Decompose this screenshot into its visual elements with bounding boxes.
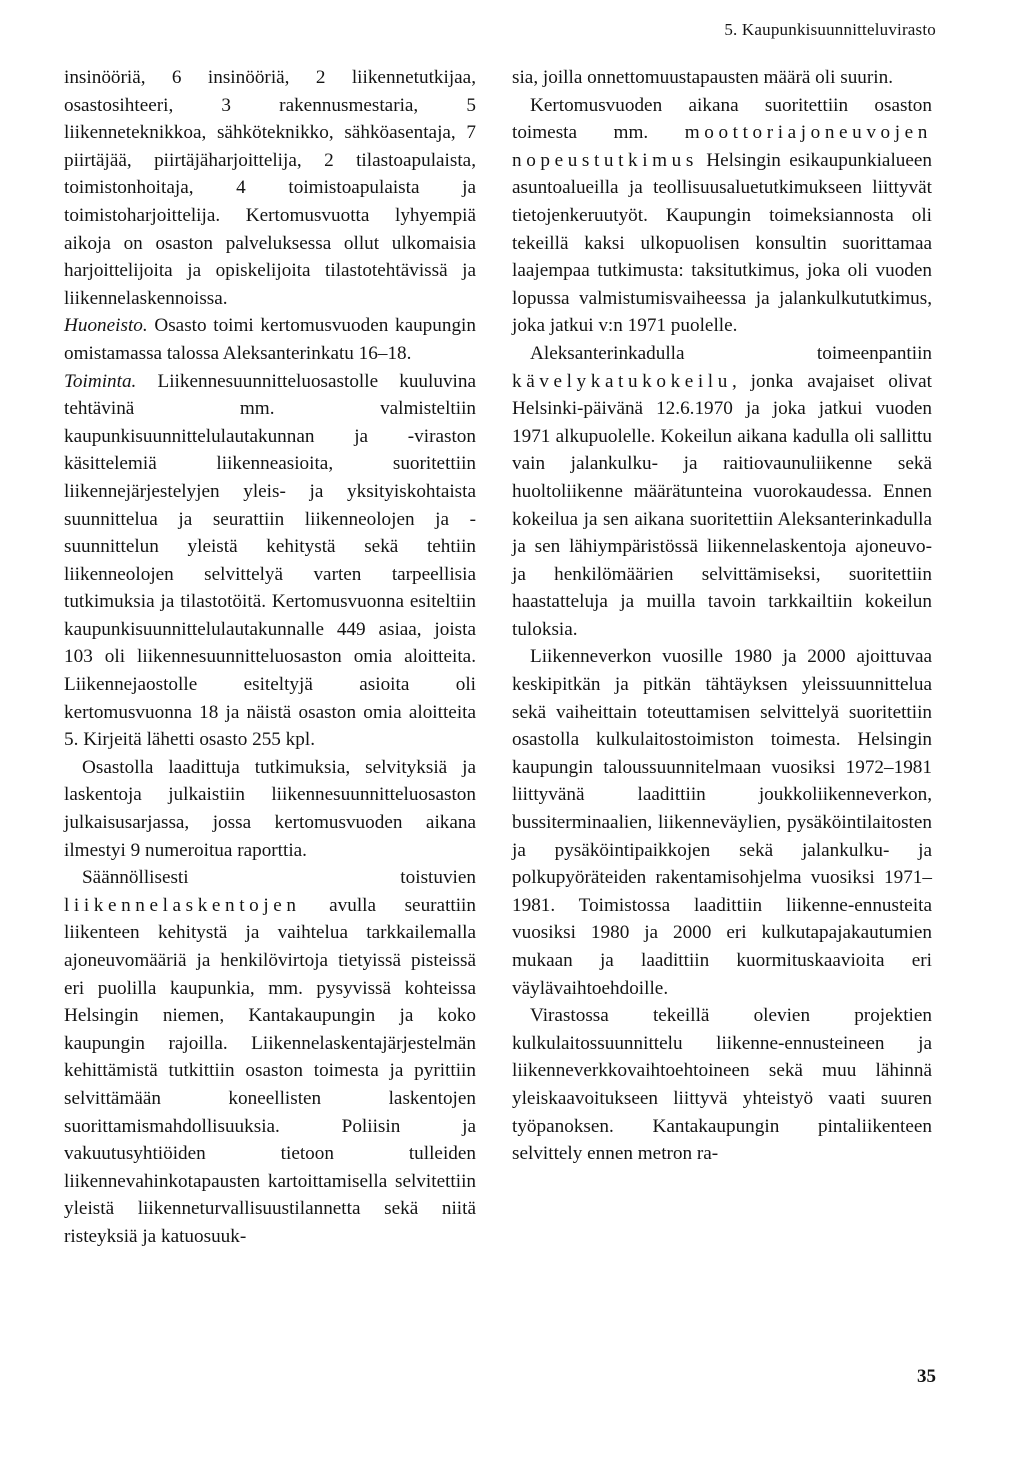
- heading-huoneisto: Huoneisto.: [64, 315, 148, 337]
- paragraph-publications: Osastolla laadittuja tutkimuksia, selvityksiä ja laskentoja julkaistiin liikennesuunnitteluosaston julkaisusarjassa, jossa kertomusvuoden aikana ilmestyi 9 numeroitua raporttia.: [64, 756, 476, 861]
- pedestrian-street-body: , jonka avajaiset olivat Helsinki-päivänä 12.6.1970 ja joka jatkui vuoden 1971 alkupuolelle. Kokeilun aikana kadulla oli sallittu vain jalankulku- ja raitiovaunuliikenne sekä huoltoliikenne määrätunteina vuorokaudessa. Ennen kokeilua ja sen aikana suoritettiin Aleksanterinkadulla ja sen lähiympäristössä liikennelaskentoja ajoneuvo- ja henkilömäärien selvittämiseksi, suoritettiin haastatteluja ja muilla tavoin tarkkailtiin kokeilun tuloksia.: [512, 370, 932, 640]
- paragraph-accidents-continued: sia, joilla onnettomuustapausten määrä oli suurin.: [512, 67, 894, 88]
- pedestrian-street-lead: Aleksanterinkadulla toimeenpantiin: [530, 342, 932, 364]
- traffic-counts-spaced: liikennelaskentojen: [64, 894, 301, 916]
- speed-study-lead: Kertomusvuoden aikana suoritettiin osaston toimesta mm.: [512, 94, 932, 144]
- paragraph-speed-study: [512, 92, 932, 340]
- traffic-counts-lead: Säännöllisesti toistuvien: [82, 867, 476, 889]
- premises-text: Osasto toimi kertomusvuoden kaupungin omistamassa talossa Aleksanterinkatu 16–18.: [64, 315, 476, 364]
- left-column: [64, 64, 476, 1251]
- paragraph-pedestrian-street: [512, 340, 932, 644]
- paragraph-traffic-counts: [64, 864, 476, 1250]
- activities-text: Liikennesuunnitteluosastolle kuuluvina tehtävinä mm. valmisteltiin kaupunkisuunnittelulautakunnan ja -viraston käsittelemiä liikenneasioita, suoritettiin liikennejärjestelyjen yleis- ja yksityiskohtaista suunnittelua ja seurattiin liikenneolojen ja -suunnittelun yleistä kehitystä sekä tehtiin liikenneolojen selvittelyä varten tarpeellisia tutkimuksia ja tilastotöitä. Kertomusvuonna esiteltiin kaupunkisuunnittelulautakunnalle 449 asiaa, joista 103 oli liikennesuunnitteluosaston omia aloitteita. Liikennejaostolle esiteltyjä asioita oli kertomusvuonna 18 ja näistä osaston omia aloitteita 5. Kirjeitä lähetti osasto 255 kpl.: [64, 370, 476, 751]
- paragraph-premises: [64, 312, 476, 367]
- running-header: 5. Kaupunkisuunnitteluvirasto: [724, 20, 936, 39]
- right-column: [512, 64, 932, 1168]
- traffic-counts-body: avulla seurattiin liikenteen kehitystä ja vaihtelua tarkkailemalla ajoneuvomääriä ja henkilövirtoja tietyissä pisteissä eri puolilla kaupunkia, mm. pysyvissä kohteissa Helsingin niemen, Kantakaupungin ja koko kaupungin rajoilla. Liikennelaskentajärjestelmän kehittämistä tutkittiin osaston toimesta ja pyrittiin selvittämään koneellisten laskentojen suorittamismahdollisuuksia. Poliisin ja vakuutusyhtiöiden tietoon tulleiden liikennevahinkotapausten kartoittamisella selvitettiin yleistä liikenneturvallisuustilannetta sekä niitä risteyksiä ja katuosuuk-: [64, 894, 476, 1247]
- paragraph-projects: Virastossa tekeillä olevien projektien kulkulaitossuunnittelu liikenne-ennusteineen ja liikenneverkkovaihtoehtoineen sekä muu lähinnä yleiskaavoitukseen liittyvä yhteistyö vaati suuren työpanoksen. Kantakaupungin pintaliikenteen selvittely ennen metron ra-: [512, 1005, 932, 1165]
- speed-study-spaced: moottoriajoneuvojen nopeustutkimus: [512, 122, 932, 171]
- page-number: 35: [917, 1366, 936, 1387]
- pedestrian-street-spaced: kävelykatukokeilu: [512, 370, 732, 392]
- paragraph-activities: [64, 368, 476, 754]
- paragraph-staff: insinööriä, 6 insinööriä, 2 liikennetutkijaa, osastosihteeri, 3 rakennusmestaria, 5 liikenneteknikkoa, sähköteknikko, sähköasentaja, 7 piirtäjää, piirtäjäharjoittelija, 2 tilastoapulaista, toimistonhoitaja, 4 toimistoapulaista ja toimistoharjoittelija. Kertomusvuotta lyhyempiä aikoja on osaston palveluksessa ollut ulkomaisia harjoittelijoita ja opiskelijoita tilastotehtävissä ja liikennelaskennoissa.: [64, 67, 476, 309]
- paragraph-network-planning: Liikenneverkon vuosille 1980 ja 2000 ajoittuvaa keskipitkän ja pitkän tähtäyksen yleissuunnittelua sekä vaiheittain toteuttamisen selvittelyä suoritettiin osastolla kulkulaitostoimiston toimesta. Helsingin kaupungin taloussuunnitelmaan vuosiksi 1972–1981 liittyvänä laadittiin joukkoliikenneverkon, bussiterminaalien, liikenneväylien, pysäköintilaitosten ja pysäköintipaikkojen sekä jalankulku- ja polkupyöräteiden rakentamisohjelma vuosiksi 1971–1981. Toimistossa laadittiin liikenne-ennusteita vuosiksi 1980 ja 2000 eri kulkutapajakautumien mukaan ja laadittiin kuormituskaavioita eri väylävaihtoehdoille.: [512, 646, 932, 999]
- speed-study-body: Helsingin esikaupunkialueen asuntoalueilla ja teollisuusaluetutkimukseen liittyvät tietojenkeruutyöt. Kaupungin toimeksiannosta oli tekeillä kaksi ulkopuolisen konsultin suorittamaa laajempaa tutkimusta: taksitutkimus, joka oli vuoden lopussa valmistumisvaiheessa ja jalankulkututkimus, joka jatkui v:n 1971 puolelle.: [512, 149, 932, 337]
- heading-toiminta: Toiminta.: [64, 370, 137, 392]
